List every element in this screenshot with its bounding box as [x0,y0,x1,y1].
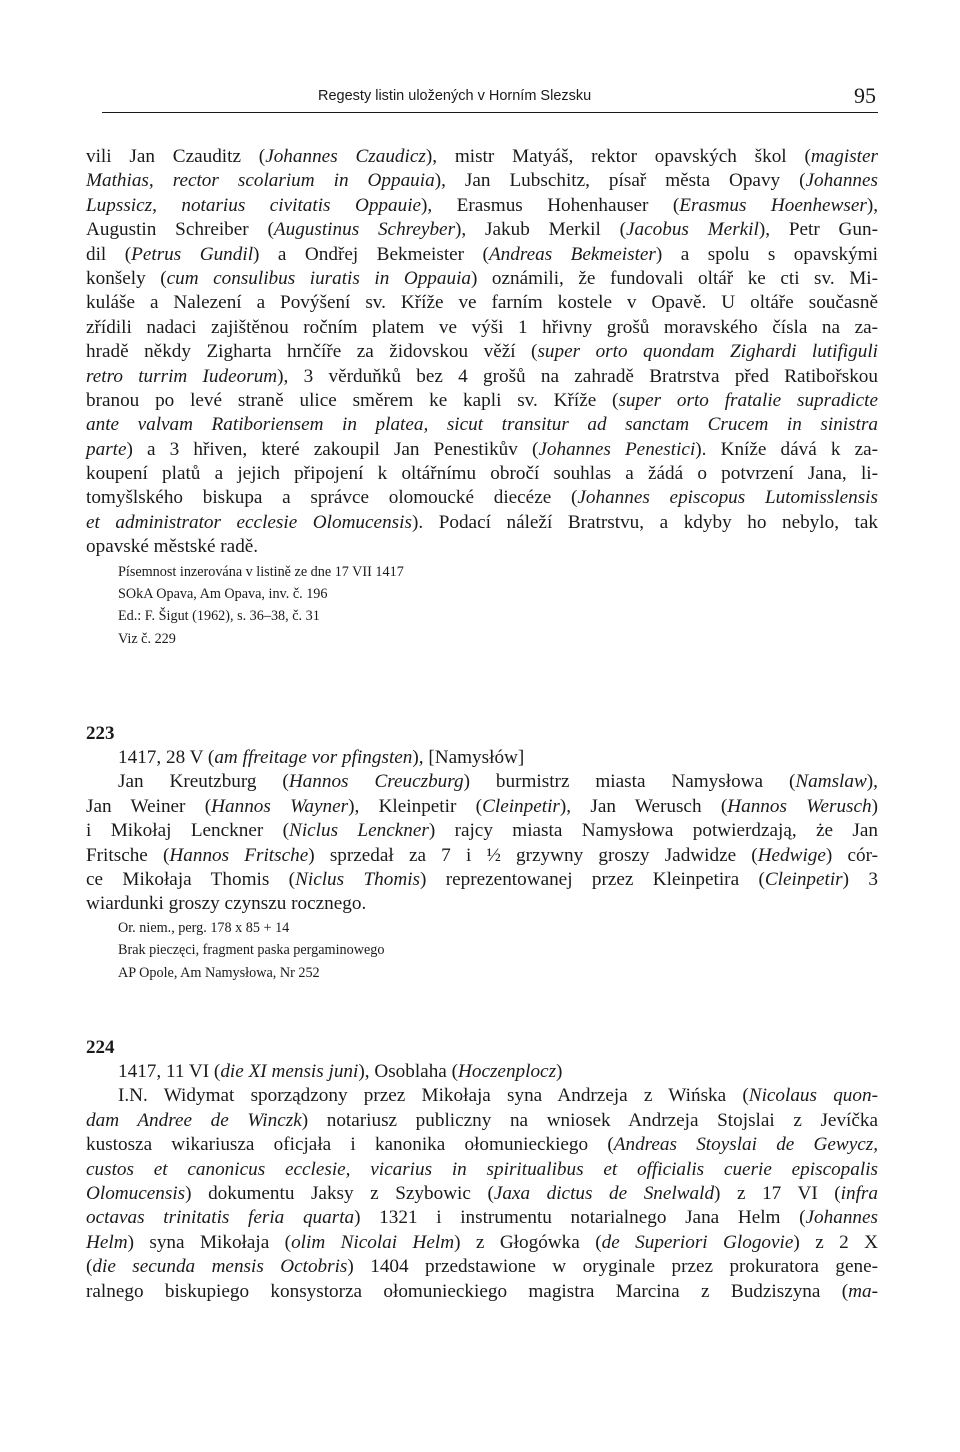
body-line: dil (Petrus Gundil) a Ondřej Bekmeister (Andreas Bekmeister) a spolu s opavskými [86,243,878,265]
body-line: zřídili nadaci zajištěnou ročním platem ve výši 1 hřivny grošů moravského čísla na za- [86,316,878,338]
body-line: koupení platů a jejich připojení k oltářnímu obročí souhlas a žádá o potvrzení Jana, li- [86,463,878,485]
body-line: kuláše a Nalezení a Povýšení sv. Kříže ve farním kostele v Opavě. U oltáře současně [86,292,878,314]
header-rule [102,112,878,113]
page-number: 95 [854,83,876,108]
body-line: branou po levé straně ulice směrem ke kapli sv. Kříže (super orto fratalie supradicte [86,389,879,411]
body-line: kustosza wikariusza oficjała i kanonika ołomunieckiego (Andreas Stoyslai de Gewycz, [86,1134,878,1156]
body-line: i Mikołaj Lenckner (Niclus Lenckner) rajcy miasta Namysłowa potwierdzają, że Jan [86,820,878,842]
body-line: retro turrim Iudeorum), 3 věrduňků bez 4 grošů na zahradě Bratrstva před Ratibořskou [86,365,878,387]
body-line: Jan Kreutzburg (Hannos Creuczburg) burmistrz miasta Namysłowa (Namslaw), [118,771,878,793]
document-page [86,0,878,1452]
entry-number: 223 [86,723,115,744]
body-line: hradě někdy Zigharta hrnčíře za židovskou věží (super orto quondam Zighardi lutifiguli [86,341,878,363]
body-line: ralnego biskupiego konsystorza ołomunieckiego magistra Marcina z Budziszyna (ma- [86,1280,878,1302]
body-line: wiardunki groszy czynszu rocznego. [86,893,367,915]
body-line: opavské městské radě. [86,536,259,558]
running-title: Regesty listin uložených v Horním Slezsku [318,88,592,104]
archival-note: AP Opole, Am Namysłowa, Nr 252 [118,964,320,981]
body-line: (die secunda mensis Octobris) 1404 przedstawione w oryginale przez prokuratora gene- [86,1256,878,1278]
body-line: ce Mikołaja Thomis (Niclus Thomis) reprezentowanej przez Kleinpetira (Cleinpetir) 3 [86,868,879,890]
archival-note: Ed.: F. Šigut (1962), s. 36–38, č. 31 [118,608,320,625]
body-line: I.N. Widymat sporządzony przez Mikołaja syna Andrzeja z Wińska (Nicolaus quon- [118,1085,878,1107]
body-line: et administrator ecclesie Olomucensis). Podací náleží Bratrstvu, a kdyby ho nebylo, tak [86,511,879,533]
body-line: dam Andree de Winczk) notariusz publiczny na wniosek Andrzeja Stojslai z Jevíčka [86,1109,878,1131]
entry-223 [86,722,878,984]
entry-224 [86,1036,878,1304]
body-line: octavas trinitatis feria quarta) 1321 i instrumentu notarialnego Jana Helm (Johannes [86,1207,878,1229]
body-line: ante valvam Ratiboriensem in platea, sicut transitur ad sanctam Crucem in sinistra [86,414,878,436]
body-line: Olomucensis) dokumentu Jaksy z Szybowic (Jaxa dictus de Snelwald) z 17 VI (infra [86,1182,878,1204]
body-line: Fritsche (Hannos Fritsche) sprzedał za 7 i ½ grzywny groszy Jadwidze (Hedwige) cór- [86,844,878,866]
entry-222-body [86,145,878,650]
body-line: tomyšlského biskupa a správce olomoucké diecéze (Johannes episcopus Lutomisslensis [86,487,878,509]
body-line: Lupssicz, notarius civitatis Oppauie), Erasmus Hohenhauser (Erasmus Hoenhewser), [86,194,878,216]
body-line: konšely (cum consulibus iuratis in Oppauia) oznámili, že fundovali oltář ke cti sv. Mi- [86,267,878,289]
body-line: Mathias, rector scolarium in Oppauia), Jan Lubschitz, písař města Opavy (Johannes [86,170,878,192]
archival-note: Or. niem., perg. 178 x 85 + 14 [118,919,290,936]
body-line: parte) a 3 hřiven, které zakoupil Jan Penestikův (Johannes Penestici). Kníže dává k za- [86,438,879,460]
archival-note: Viz č. 229 [118,630,176,647]
entry-number: 224 [86,1037,115,1058]
body-line: Helm) syna Mikołaja (olim Nicolai Helm) z Głogówka (de Superiori Glogovie) z 2 X [86,1231,879,1253]
archival-note: Písemnost inzerována v listině ze dne 17 VII 1417 [118,563,404,580]
archival-note: SOkA Opava, Am Opava, inv. č. 196 [118,586,328,603]
body-line: Augustin Schreiber (Augustinus Schreyber), Jakub Merkil (Jacobus Merkil), Petr Gun- [86,219,878,241]
running-header [86,84,878,108]
entry-date-line: 1417, 28 V (am ffreitage vor pfingsten), [Namysłów] [118,747,525,768]
archival-note: Brak pieczęci, fragment paska pergaminowego [118,942,385,959]
body-line: vili Jan Czauditz (Johannes Czaudicz), mistr Matyáš, rektor opavských škol (magister [86,146,878,167]
body-line: Jan Weiner (Hannos Wayner), Kleinpetir (Cleinpetir), Jan Werusch (Hannos Werusch) [86,795,879,817]
body-line: custos et canonicus ecclesie, vicarius in spiritualibus et officialis cuerie episcopalis [86,1158,878,1180]
entry-date-line: 1417, 11 VI (die XI mensis juni), Osoblaha (Hoczenplocz) [118,1061,563,1082]
